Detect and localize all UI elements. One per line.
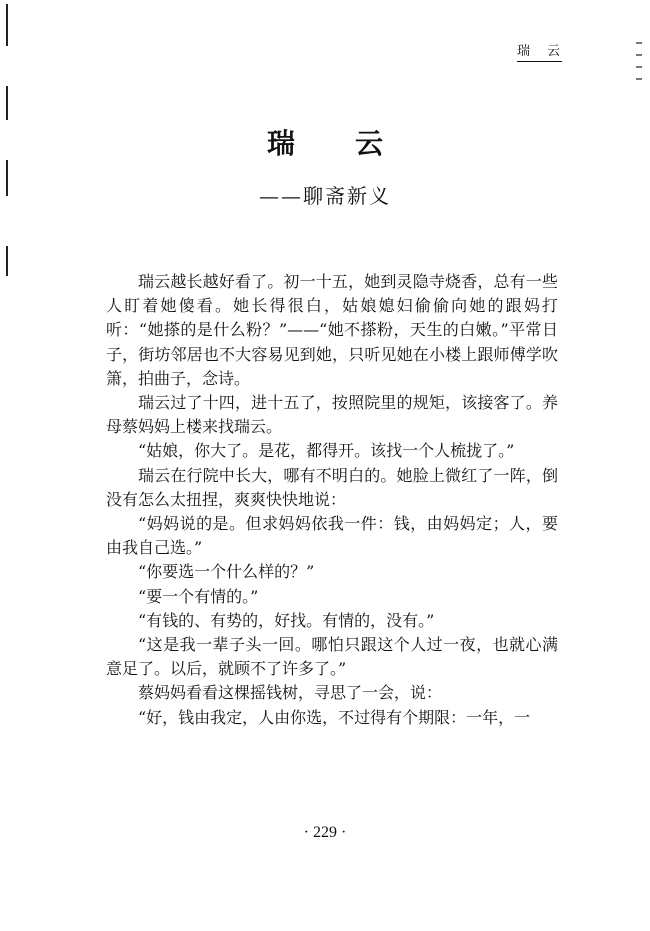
paragraph: “姑娘，你大了。是花，都得开。该找一个人梳拢了。” — [138, 441, 515, 461]
page-number: · 229 · — [303, 824, 347, 841]
paragraph: “好，钱由我定，人由你选，不过得有个期限：一年，一 — [138, 707, 531, 727]
scan-edge-right-marks — [636, 42, 644, 90]
paragraph: “要一个有情的。” — [138, 586, 259, 606]
body-text — [106, 270, 558, 730]
paragraph: “你要选一个什么样的？” — [138, 562, 315, 582]
paragraph: “这是我一辈子头一回。哪怕只跟这个人过一夜，也就心满意足了。以后，就顾不了许多了。” — [106, 635, 558, 679]
paragraph: 瑞云越长越好看了。初一十五，她到灵隐寺烧香，总有一些人盯着她傻看。她长得很白，姑娘媳妇偷偷向她的跟妈打听：“她搽的是什么粉？”——“她不搽粉，天生的白嫩。”平常日子，街坊邻居也不大容易见到她，只听见她在小楼上跟师傅学吹箫，拍曲子，念诗。 — [106, 272, 558, 388]
page-subtitle: ——聊斋新义 — [259, 184, 391, 208]
page-title: 瑞云 — [266, 127, 443, 160]
paragraph: “有钱的、有势的，好找。有情的，没有。” — [138, 610, 435, 630]
running-head: 瑞 云 — [517, 44, 562, 62]
scan-edge-mark — [6, 86, 8, 120]
paragraph: 蔡妈妈看看这棵摇钱树，寻思了一会，说： — [138, 683, 443, 703]
scan-edge-mark — [6, 4, 8, 46]
scan-edge-mark — [6, 246, 8, 276]
paragraph: 瑞云在行院中长大，哪有不明白的。她脸上微红了一阵，倒没有怎么太扭捏，爽爽快快地说： — [106, 465, 558, 509]
paragraph: “妈妈说的是。但求妈妈依我一件：钱，由妈妈定；人，要由我自己选。” — [106, 514, 558, 558]
paragraph: 瑞云过了十四，进十五了，按照院里的规矩，该接客了。养母蔡妈妈上楼来找瑞云。 — [106, 393, 558, 437]
